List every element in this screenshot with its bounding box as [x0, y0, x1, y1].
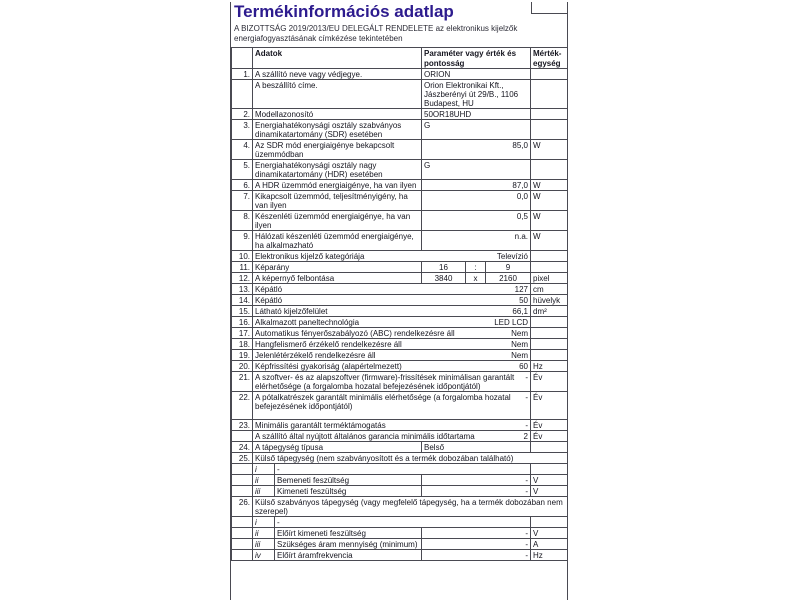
- table-row: [232, 339, 568, 350]
- table-row: [232, 120, 568, 140]
- table-row: [232, 420, 568, 431]
- row-unit: cm: [531, 284, 568, 295]
- row-number: [232, 550, 253, 561]
- row-value: 87,0: [422, 180, 531, 191]
- header-adatok: Adatok: [253, 48, 422, 69]
- row-value: 66,1: [512, 307, 528, 316]
- table-row: [232, 539, 568, 550]
- row-number: 1.: [232, 69, 253, 80]
- row-unit: [531, 317, 568, 328]
- row-unit: Év: [531, 372, 568, 392]
- row-value: Nem: [511, 329, 528, 338]
- table-row: [232, 453, 568, 464]
- row-unit: [531, 328, 568, 339]
- row-unit: Év: [531, 431, 568, 442]
- row-value-1: 3840: [422, 273, 466, 284]
- table-row: [232, 140, 568, 160]
- row-label: Képarány: [253, 262, 422, 273]
- row-number: [232, 431, 253, 442]
- row-label: A beszállító címe.: [253, 80, 422, 109]
- header-parameter: Paraméter vagy érték és pontosság: [422, 48, 531, 69]
- row-number: 16.: [232, 317, 253, 328]
- row-label: Nem Hangfelismerő érzékelő rendelkezésre áll: [253, 339, 531, 350]
- row-unit: Év: [531, 392, 568, 420]
- row-value-1: 16: [422, 262, 466, 273]
- row-unit: [531, 339, 568, 350]
- row-value-2: 9: [486, 262, 531, 273]
- row-value: LED LCD: [494, 318, 528, 327]
- row-label: Hálózati készenléti üzemmód energiaigénye, ha alkalmazható: [253, 231, 422, 251]
- row-subnumber: i: [253, 517, 275, 528]
- table-row: [232, 262, 568, 273]
- row-unit: [531, 109, 568, 120]
- row-subnumber: iii: [253, 539, 275, 550]
- row-unit: W: [531, 140, 568, 160]
- table-row: [232, 442, 568, 453]
- table-row: [232, 361, 568, 372]
- row-unit: [531, 120, 568, 140]
- row-label: Nem Jelenlétérzékelő rendelkezésre áll: [253, 350, 531, 361]
- row-label: A tápegység típusa: [253, 442, 422, 453]
- row-number: 21.: [232, 372, 253, 392]
- row-number: 25.: [232, 453, 253, 464]
- row-number: [232, 464, 253, 475]
- row-number: 9.: [232, 231, 253, 251]
- row-value: Orion Elektronikai Kft., Jászberényi út 29/B., 1106 Budapest, HU: [422, 80, 531, 109]
- row-number: 19.: [232, 350, 253, 361]
- row-label: Energiahatékonysági osztály nagy dinamikatartomány (HDR) esetében: [253, 160, 422, 180]
- row-unit: [531, 262, 568, 273]
- row-unit: W: [531, 231, 568, 251]
- row-value: -: [422, 528, 531, 539]
- table-row: [232, 528, 568, 539]
- row-number: [232, 528, 253, 539]
- row-subnumber: iii: [253, 486, 275, 497]
- table-row: [232, 392, 568, 420]
- row-value: -: [422, 475, 531, 486]
- row-number: 22.: [232, 392, 253, 420]
- row-label: Előírt áramfrekvencia: [275, 550, 422, 561]
- row-label: - A pótalkatrészek garantált minimális elérhetősége (a forgalomba hozatal befejezésének időpontjától): [253, 392, 531, 420]
- table-row: [232, 497, 568, 517]
- row-subnumber: ii: [253, 475, 275, 486]
- row-value: -: [422, 539, 531, 550]
- row-number: 15.: [232, 306, 253, 317]
- row-value: Belső: [422, 442, 531, 453]
- row-value: 85,0: [422, 140, 531, 160]
- row-value-2: 2160: [486, 273, 531, 284]
- row-label: Az SDR mód energiaigénye bekapcsolt üzemmódban: [253, 140, 422, 160]
- row-number: 4.: [232, 140, 253, 160]
- row-number: 18.: [232, 339, 253, 350]
- row-number: [232, 80, 253, 109]
- row-label: - Minimális garantált terméktámogatás: [253, 420, 531, 431]
- row-unit: Év: [531, 420, 568, 431]
- table-row: [232, 69, 568, 80]
- table-row: [232, 475, 568, 486]
- row-label: Energiahatékonysági osztály szabványos dinamikatartomány (SDR) esetében: [253, 120, 422, 140]
- row-label: - A szoftver- és az alapszoftver (firmware)-frissítések minimálisan garantált elérhetősége (a forgalomba hozatal befejezésének időpontjától): [253, 372, 531, 392]
- row-unit: Hz: [531, 361, 568, 372]
- row-number: 26.: [232, 497, 253, 517]
- row-number: 20.: [232, 361, 253, 372]
- table-row: [232, 372, 568, 392]
- row-unit: [531, 350, 568, 361]
- row-number: 3.: [232, 120, 253, 140]
- row-value: G: [422, 120, 531, 140]
- row-label: Előírt kimeneti feszültség: [275, 528, 422, 539]
- page-subtitle: A BIZOTTSÁG 2019/2013/EU DELEGÁLT RENDELETE az elektronikus kijelzők energiafogyasztásának címkézése tekintetében: [234, 24, 518, 43]
- row-unit: V: [531, 528, 568, 539]
- table-row: [232, 328, 568, 339]
- row-number: [232, 517, 253, 528]
- table-row: [232, 160, 568, 180]
- table-row: [232, 550, 568, 561]
- table-row: [232, 295, 568, 306]
- row-value: ORION: [422, 69, 531, 80]
- table-body: [232, 69, 568, 561]
- row-subnumber: iv: [253, 550, 275, 561]
- table-row: [232, 251, 568, 262]
- row-label: Készenléti üzemmód energiaigénye, ha van ilyen: [253, 211, 422, 231]
- row-value: -: [422, 486, 531, 497]
- row-unit: A: [531, 539, 568, 550]
- row-number: [232, 486, 253, 497]
- page-title: Termékinformációs adatlap: [234, 2, 454, 21]
- row-number: 7.: [232, 191, 253, 211]
- row-number: 12.: [232, 273, 253, 284]
- row-value: -: [525, 421, 528, 430]
- row-value: 0,0: [422, 191, 531, 211]
- row-value: G: [422, 160, 531, 180]
- row-label: A HDR üzemmód energiaigénye, ha van ilyen: [253, 180, 422, 191]
- row-section-label: Külső szabványos tápegység (vagy megfelelő tápegység, ha a termék dobozában nem szerepel): [253, 497, 568, 517]
- row-value: Televízió: [496, 252, 528, 261]
- row-number: 23.: [232, 420, 253, 431]
- row-separator: :: [466, 262, 486, 273]
- row-unit: [531, 160, 568, 180]
- previous-table-fragment: [531, 2, 567, 14]
- row-unit: hüvelyk: [531, 295, 568, 306]
- row-label: Kimeneti feszültség: [275, 486, 422, 497]
- row-separator: x: [466, 273, 486, 284]
- header-number-cell: [232, 48, 253, 69]
- row-unit: dm²: [531, 306, 568, 317]
- row-value: 50OR18UHD: [422, 109, 531, 120]
- table-row: [232, 273, 568, 284]
- table-row: [232, 317, 568, 328]
- row-value: Nem: [511, 351, 528, 360]
- table-row: [232, 517, 568, 528]
- row-number: 14.: [232, 295, 253, 306]
- row-subnumber: i: [253, 464, 275, 475]
- row-number: 13.: [232, 284, 253, 295]
- row-value: 60: [519, 362, 528, 371]
- table-row: [232, 109, 568, 120]
- row-number: 17.: [232, 328, 253, 339]
- table-row: [232, 350, 568, 361]
- row-number: 6.: [232, 180, 253, 191]
- row-value: -: [525, 373, 528, 382]
- table-row: [232, 464, 568, 475]
- row-value: -: [275, 517, 531, 528]
- row-unit: W: [531, 180, 568, 191]
- row-unit: [531, 80, 568, 109]
- row-label: A szállító neve vagy védjegye.: [253, 69, 422, 80]
- product-info-table: [231, 47, 568, 561]
- row-value: 0,5: [422, 211, 531, 231]
- row-value: Nem: [511, 340, 528, 349]
- row-value: -: [525, 393, 528, 402]
- row-unit: V: [531, 486, 568, 497]
- table-row: [232, 180, 568, 191]
- row-label: 2 A szállító által nyújtott általános garancia minimális időtartama: [253, 431, 531, 442]
- table-row: [232, 211, 568, 231]
- table-row: [232, 80, 568, 109]
- table-row: [232, 284, 568, 295]
- row-value: -: [275, 464, 531, 475]
- row-unit: pixel: [531, 273, 568, 284]
- header-unit: Mérték-egység: [531, 48, 568, 69]
- row-number: 24.: [232, 442, 253, 453]
- row-unit: [531, 464, 568, 475]
- table-row: [232, 231, 568, 251]
- row-unit: [531, 442, 568, 453]
- row-label: A képernyő felbontása: [253, 273, 422, 284]
- row-unit: [531, 517, 568, 528]
- row-number: 11.: [232, 262, 253, 273]
- document-frame: [230, 2, 568, 600]
- row-label: Kikapcsolt üzemmód, teljesítményigény, ha van ilyen: [253, 191, 422, 211]
- row-value: -: [422, 550, 531, 561]
- row-number: 10.: [232, 251, 253, 262]
- row-value: 127: [514, 285, 528, 294]
- row-value: n.a.: [422, 231, 531, 251]
- row-label: Bemeneti feszültség: [275, 475, 422, 486]
- row-number: 8.: [232, 211, 253, 231]
- row-unit: W: [531, 211, 568, 231]
- row-value: 2: [523, 432, 528, 441]
- row-label: 127 Képátló: [253, 284, 531, 295]
- row-subnumber: ii: [253, 528, 275, 539]
- table-row: [232, 191, 568, 211]
- row-number: 2.: [232, 109, 253, 120]
- row-label: 50 Képátló: [253, 295, 531, 306]
- row-label: 66,1 Látható kijelzőfelület: [253, 306, 531, 317]
- row-unit: [531, 251, 568, 262]
- row-label: 60 Képfrissítési gyakoriság (alapértelmezett): [253, 361, 531, 372]
- row-number: [232, 539, 253, 550]
- row-unit: V: [531, 475, 568, 486]
- row-number: [232, 475, 253, 486]
- row-label: Szükséges áram mennyiség (minimum): [275, 539, 422, 550]
- row-label: LED LCD Alkalmazott paneltechnológia: [253, 317, 531, 328]
- row-label: Televízió Elektronikus kijelző kategóriája: [253, 251, 531, 262]
- row-section-label: Külső tápegység (nem szabványosított és a termék dobozában található): [253, 453, 568, 464]
- row-unit: Hz: [531, 550, 568, 561]
- table-row: [232, 486, 568, 497]
- row-label: Modellazonosító: [253, 109, 422, 120]
- table-header-row: [232, 48, 568, 69]
- table-row: [232, 306, 568, 317]
- row-label: Nem Automatikus fényerőszabályozó (ABC) rendelkezésre áll: [253, 328, 531, 339]
- row-value: 50: [519, 296, 528, 305]
- row-unit: [531, 69, 568, 80]
- table-row: [232, 431, 568, 442]
- row-unit: W: [531, 191, 568, 211]
- row-number: 5.: [232, 160, 253, 180]
